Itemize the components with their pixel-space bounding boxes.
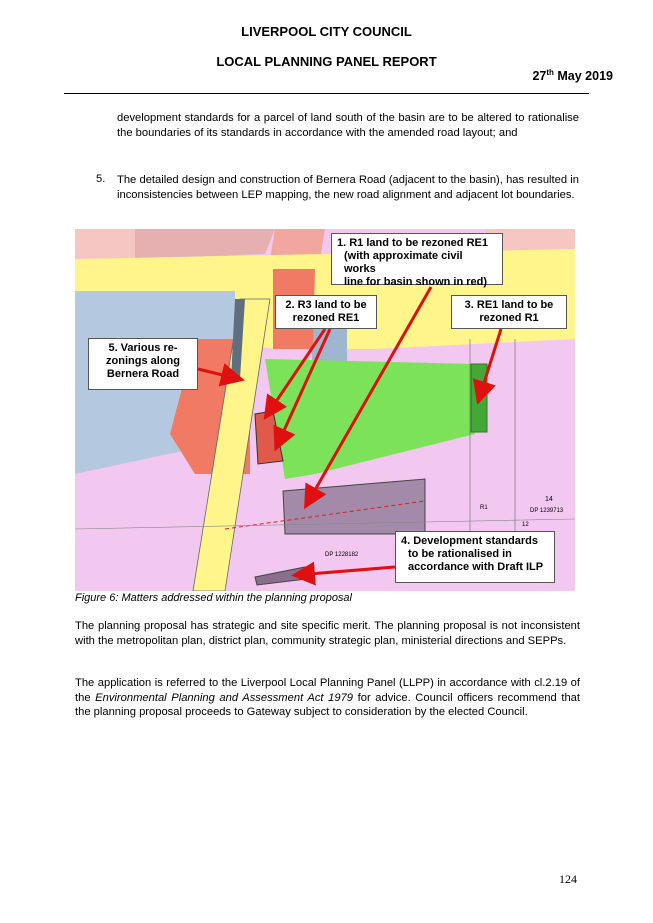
header-rule — [64, 93, 589, 94]
map-lot-r1: R1 — [480, 505, 488, 511]
map-lot-14: 14 — [545, 496, 553, 503]
map-lot-12: 12 — [522, 522, 529, 528]
report-title: LOCAL PLANNING PANEL REPORT — [216, 54, 437, 69]
arrow-4 — [297, 567, 395, 575]
callout-4 — [395, 531, 555, 583]
map-zone-green — [265, 359, 475, 479]
report-date: 27th May 2019 — [532, 68, 613, 84]
map-dp-bottom: DP 1228182 — [325, 552, 359, 558]
paragraph-referral: The application is referred to the Liverpool Local Planning Panel (LLPP) in accordance with cl.2.19 of the Environmental Planning and Assessment Act 1979 for advice. Council officers recommend that the planning proposal proceeds to Gateway subject to consideration by the elected Council. — [75, 677, 580, 719]
act-name: Environmental Planning and Assessment Act 1979 — [95, 691, 354, 704]
callout-3-line1: 3. RE1 land to be — [464, 299, 554, 311]
callout-3 — [451, 295, 567, 329]
callout-2-line2: rezoned RE1 — [292, 312, 360, 324]
callout-5-line1: 5. Various re- — [108, 342, 178, 354]
list-item-5-text: The detailed design and construction of Bernera Road (adjacent to the basin), has resulted in inconsistencies between LEP mapping, the new road alignment and adjacent lot boundaries. — [117, 174, 579, 201]
callout-5-line2: zonings along — [106, 355, 180, 367]
callout-3-line2: rezoned R1 — [479, 312, 539, 324]
paragraph-continuation: development standards for a parcel of land south of the basin are to be altered to rationalise the boundaries of its standards in accordance with the amended road layout; and — [117, 112, 579, 139]
map-zone-top-red-left — [135, 229, 275, 259]
map-dp-right: DP 1239713 — [530, 508, 564, 514]
callout-1 — [331, 233, 503, 288]
paragraph-merit: The planning proposal has strategic and site specific merit. The planning proposal is not inconsistent with the metropolitan plan, district plan, community strategic plan, ministerial directions and SEPPs. — [75, 620, 580, 647]
callout-1-line3: line for basin shown in red) — [344, 276, 488, 288]
planning-map-figure — [75, 229, 575, 591]
callout-4-line1: 4. Development standards — [401, 535, 538, 547]
callout-4-line3: accordance with Draft ILP — [408, 561, 544, 573]
callout-1-line1: 1. R1 land to be rezoned RE1 — [337, 237, 488, 249]
figure-caption: Figure 6: Matters addressed within the planning proposal — [75, 592, 352, 604]
map-zone-purple — [283, 479, 425, 534]
page-number: 124 — [559, 872, 577, 886]
callout-5 — [88, 338, 198, 390]
callout-4-line2: to be rationalised in — [408, 548, 512, 560]
callout-2-line1: 2. R3 land to be — [285, 299, 367, 311]
list-number-5: 5. — [96, 173, 106, 185]
callout-1-line2: (with approximate civil works — [344, 250, 463, 275]
council-name: LIVERPOOL CITY COUNCIL — [241, 24, 412, 39]
callout-5-line3: Bernera Road — [106, 368, 180, 380]
callout-2 — [275, 295, 377, 329]
